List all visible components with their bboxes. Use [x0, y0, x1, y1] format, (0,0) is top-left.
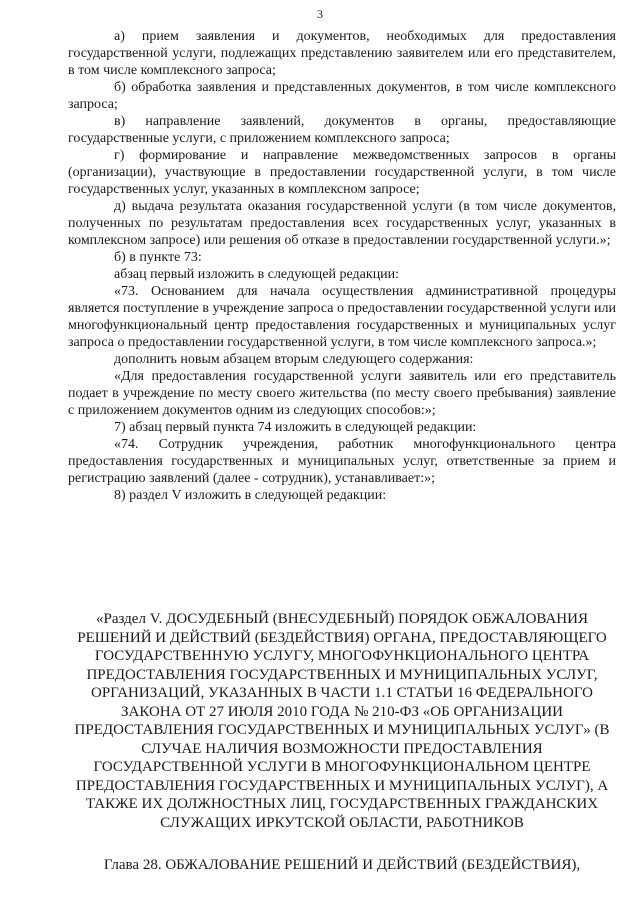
new-paragraph-text: «Для предоставления государственной услуги заявитель или его представитель подает в учреждение по месту своего жительства (по месту своего пребывания) заявление с приложением документов одним из следующих способов:»;: [68, 369, 616, 418]
list-item-d: д) выдача результата оказания государственной услуги (в том числе документов, полученных по результатам предоставления всех государственных услуг, указанных в комплексном запросе) или решения об отказе в предоставлении государственной услуги.»;: [68, 199, 616, 248]
list-item-b: б) обработка заявления и представленных документов, в том числе комплексного запроса;: [68, 80, 616, 112]
body-text: [68, 28, 616, 504]
list-item-g: г) формирование и направление межведомственных запросов в органы (организации), участвующие в предоставлении государственной услуги, в том числе государственных услуг, указанных в комплексном запросе;: [68, 148, 616, 197]
amendment-item-8: 8) раздел V изложить в следующей редакции:: [114, 488, 387, 503]
clause-74-text: «74. Сотрудник учреждения, работник многофункционального центра предоставления государственных и муниципальных услуг, ответственные за прием и регистрацию заявлений (далее - сотрудник), устанавливает:»;: [68, 437, 616, 486]
amendment-item-b: б) в пункте 73:: [114, 250, 202, 265]
clause-73-text: «73. Основанием для начала осуществления административной процедуры является поступление в учреждение запроса о предоставлении государственной услуги или многофункциональный центр предоставления государственных и муниципальных услуг запроса о предоставлении государственной услуги, в том числе комплексного запроса.»;: [68, 284, 616, 350]
list-item-a: а) прием заявления и документов, необходимых для предоставления государственной услуги, подлежащих представлению заявителем или его представителем, в том числе комплексного запроса;: [68, 29, 616, 78]
amendment-instruction: дополнить новым абзацем вторым следующего содержания:: [114, 352, 474, 367]
amendment-instruction: абзац первый изложить в следующей редакции:: [114, 267, 400, 282]
list-item-v: в) направление заявлений, документов в органы, предоставляющие государственные услуги, с приложением комплексного запроса;: [68, 114, 616, 146]
amendment-item-7: 7) абзац первый пункта 74 изложить в следующей редакции:: [114, 420, 477, 435]
page-number: 3: [317, 7, 323, 21]
chapter-heading: Глава 28. ОБЖАЛОВАНИЕ РЕШЕНИЙ И ДЕЙСТВИЙ (БЕЗДЕЙСТВИЯ),: [103, 857, 581, 873]
section-heading: «Раздел V. ДОСУДЕБНЫЙ (ВНЕСУДЕБНЫЙ) ПОРЯДОК ОБЖАЛОВАНИЯ РЕШЕНИЙ И ДЕЙСТВИЙ (БЕЗДЕЙСТВИЯ) ОРГАНА, ПРЕДОСТАВЛЯЮЩЕГО ГОСУДАРСТВЕННУЮ УСЛУГУ, МНОГОФУНКЦИОНАЛЬНОГО ЦЕНТРА ПРЕДОСТАВЛЕНИЯ ГОСУДАРСТВЕННЫХ И МУНИЦИПАЛЬНЫХ УСЛУГ, ОРГАНИЗАЦИЙ, УКАЗАННЫХ В ЧАСТИ 1.1 СТАТЬИ 16 ФЕДЕРАЛЬНОГО ЗАКОНА ОТ 27 ИЮЛЯ 2010 ГОДА № 210-ФЗ «ОБ ОРГАНИЗАЦИИ ПРЕДОСТАВЛЕНИЯ ГОСУДАРСТВЕННЫХ И МУНИЦИПАЛЬНЫХ УСЛУГ» (В СЛУЧАЕ НАЛИЧИЯ ВОЗМОЖНОСТИ ПРЕДОСТАВЛЕНИЯ ГОСУДАРСТВЕННОЙ УСЛУГИ В МНОГОФУНКЦИОНАЛЬНОМ ЦЕНТРЕ ПРЕДОСТАВЛЕНИЯ ГОСУДАРСТВЕННЫХ И МУНИЦИПАЛЬНЫХ УСЛУГ), А ТАКЖЕ ИХ ДОЛЖНОСТНЫХ ЛИЦ, ГОСУДАРСТВЕННЫХ ГРАЖДАНСКИХ СЛУЖАЩИХ ИРКУТСКОЙ ОБЛАСТИ, РАБОТНИКОВ: [74, 611, 610, 831]
